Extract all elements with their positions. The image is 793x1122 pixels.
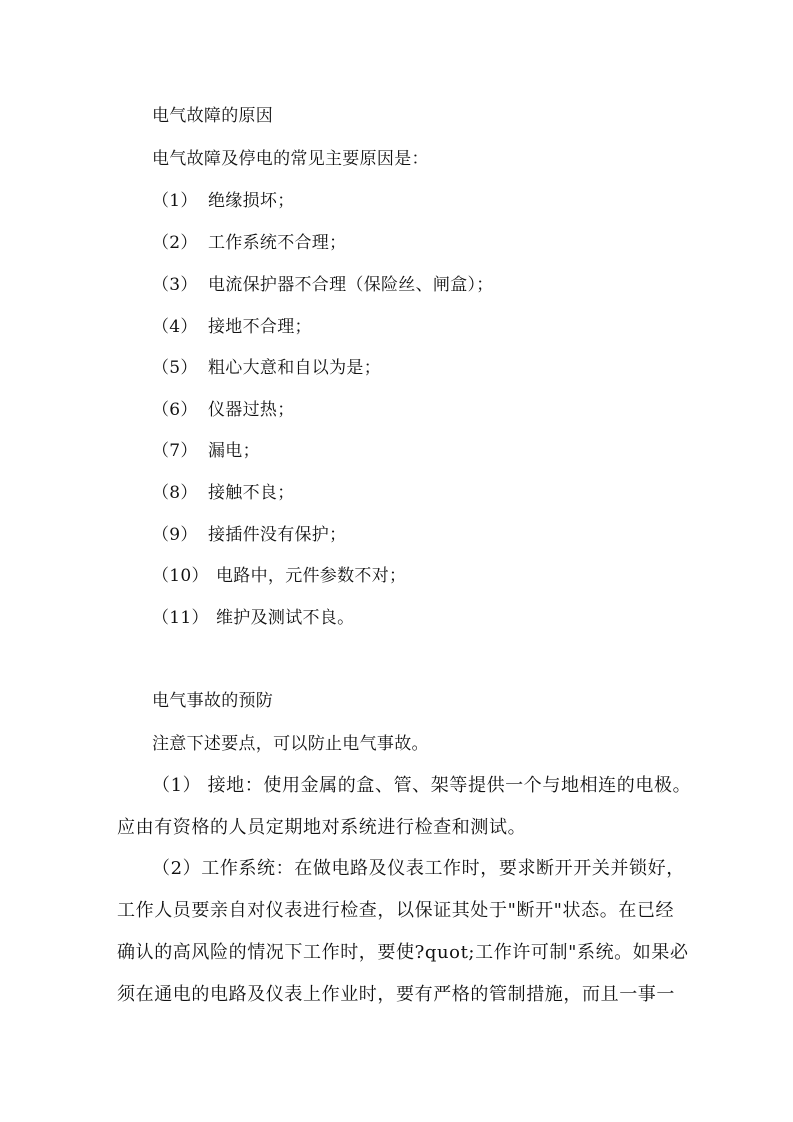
list-item-number: （2）	[152, 233, 198, 253]
paragraph-line: 工作人员要亲自对仪表进行检查，以保证其处于"断开"状态。在已经	[117, 900, 675, 921]
list-item	[152, 316, 312, 338]
list-item-text: 电流保护器不合理（保险丝、闸盒）；	[208, 275, 494, 295]
list-item-text: 接地不合理；	[208, 317, 312, 337]
section-title: 电气事故的预防	[152, 691, 274, 711]
list-item-number: （4）	[152, 317, 198, 337]
section-intro: 注意下述要点，可以防止电气事故。	[152, 734, 429, 754]
section-intro: 电气故障及停电的常见主要原因是：	[152, 149, 429, 169]
list-item-text: 漏电；	[208, 441, 260, 461]
list-item	[152, 565, 406, 587]
list-item-text: 维护及测试不良。	[216, 608, 355, 628]
list-item-number: （7）	[152, 441, 198, 461]
paragraph-line: （2）工作系统：在做电路及仪表工作时，要求断开开关并锁好，	[152, 858, 685, 879]
list-item	[152, 399, 295, 421]
list-item	[152, 274, 494, 296]
list-item-number: （10）	[152, 566, 209, 586]
list-item-number: （6）	[152, 400, 198, 420]
paragraph-line: （1） 接地：使用金属的盒、管、架等提供一个与地相连的电极。	[152, 775, 692, 796]
list-item-text: 粗心大意和自以为是；	[208, 358, 381, 378]
list-item-text: 绝缘损坏；	[208, 191, 295, 211]
paragraph-line: 应由有资格的人员定期地对系统进行检查和测试。	[117, 817, 527, 838]
list-item-number: （3）	[152, 275, 198, 295]
list-item-number: （5）	[152, 358, 198, 378]
list-item-number: （11）	[152, 608, 209, 628]
list-item	[152, 524, 346, 546]
list-item-text: 接插件没有保护；	[208, 525, 347, 545]
list-item	[152, 482, 295, 504]
list-item-number: （9）	[152, 525, 198, 545]
list-item-number: （8）	[152, 483, 198, 503]
list-item-text: 仪器过热；	[208, 400, 295, 420]
paragraph-line: 确认的高风险的情况下工作时，要使?quot;工作许可制"系统。如果必	[117, 942, 689, 963]
list-item-text: 电路中，元件参数不对；	[216, 566, 407, 586]
list-item	[152, 440, 260, 462]
list-item-number: （1）	[152, 191, 198, 211]
list-item	[152, 190, 295, 212]
list-item	[152, 607, 354, 629]
section-title: 电气故障的原因	[152, 106, 274, 126]
list-item	[152, 357, 381, 379]
paragraph-line: 须在通电的电路及仪表上作业时，要有严格的管制措施，而且一事一	[117, 984, 675, 1005]
list-item-text: 接触不良；	[208, 483, 295, 503]
list-item	[152, 232, 346, 254]
list-item-text: 工作系统不合理；	[208, 233, 347, 253]
